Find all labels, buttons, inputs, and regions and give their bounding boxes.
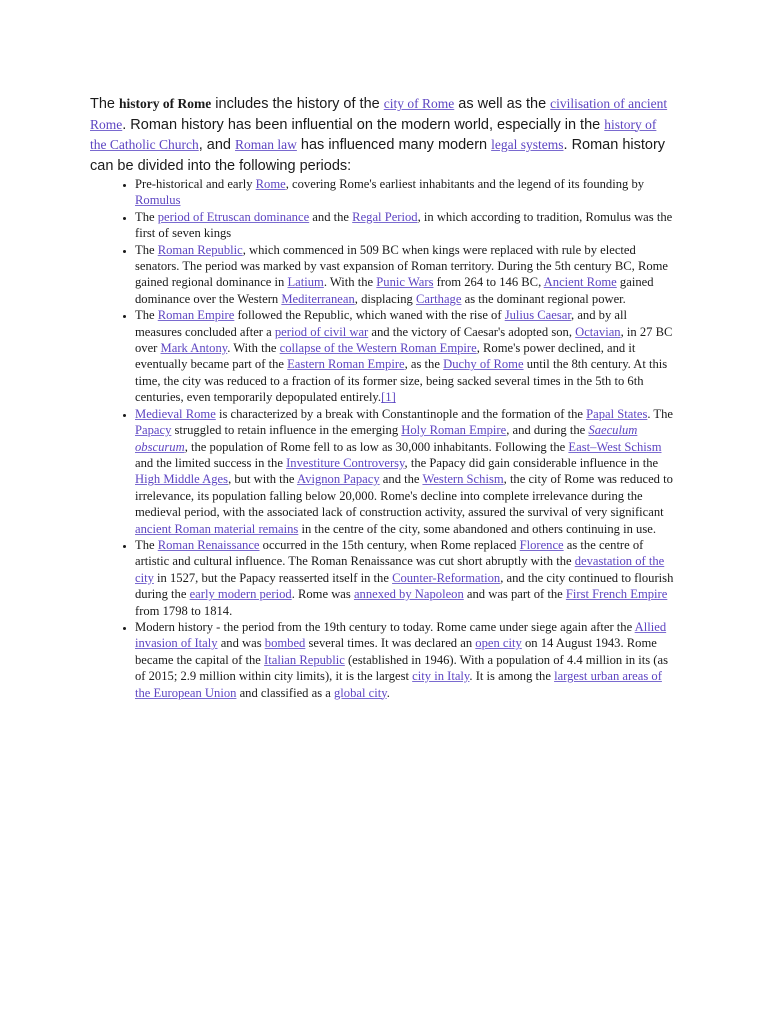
item-text: . Rome was <box>291 587 354 602</box>
item-text: several times. It was declared an <box>305 636 476 651</box>
link-eastern-roman-empire[interactable]: Eastern Roman Empire <box>287 357 405 372</box>
link-city-of-rome[interactable]: city of Rome <box>383 96 455 111</box>
item-text: and was <box>217 636 265 651</box>
periods-list <box>90 176 675 701</box>
item-text: and the <box>309 209 353 224</box>
intro-text: . Roman history can be divided into the following periods: <box>90 137 666 174</box>
item-text: . With the <box>323 275 377 290</box>
link-latium[interactable]: Latium <box>287 275 324 290</box>
link-roman-law[interactable]: Roman law <box>235 137 297 152</box>
intro-text: The <box>90 96 120 112</box>
intro-text: . Roman history has been influential on the modern world, especially in the <box>122 116 605 133</box>
item-text: in 1527, but the Papacy reasserted itself in the <box>153 570 393 585</box>
link-octavian[interactable]: Octavian <box>575 324 621 339</box>
item-text: in the centre of the city, some abandoned and others continuing in use. <box>298 521 656 536</box>
item-text: as the dominant regional power. <box>461 291 626 306</box>
intro-text: has influenced many modern <box>296 137 492 153</box>
link-italian-republic[interactable]: Italian Republic <box>264 652 345 667</box>
item-text: The <box>135 209 158 224</box>
list-item-etruscan-regal <box>135 209 675 242</box>
item-text: is characterized by a break with Constantinople and the formation of the <box>215 406 587 421</box>
intro-paragraph <box>90 94 675 176</box>
list-item-roman-renaissance <box>135 537 675 619</box>
link-allied-invasion-of-italy[interactable]: Allied invasion of Italy <box>135 619 667 651</box>
link-roman-empire[interactable]: Roman Empire <box>157 308 235 323</box>
item-text: . <box>386 685 390 700</box>
item-text: and the limited success in the <box>135 455 287 470</box>
list-item-medieval-rome <box>135 406 675 537</box>
link-bombed[interactable]: bombed <box>264 636 306 651</box>
list-item-early-rome <box>135 176 675 209</box>
item-text: followed the Republic, which waned with the rise of <box>234 308 505 323</box>
link-roman-republic[interactable]: Roman Republic <box>157 242 243 257</box>
item-text: , in 27 BC over <box>135 324 673 356</box>
link-mark-antony[interactable]: Mark Antony <box>160 341 228 356</box>
item-text: , in which according to tradition, Romulus was the first of seven kings <box>135 209 673 241</box>
item-text: , as the <box>404 357 444 372</box>
link-investiture-controversy[interactable]: Investiture Controversy <box>286 455 405 470</box>
intro-text: , and <box>198 137 236 153</box>
item-text: from 264 to 146 BC, <box>433 275 544 290</box>
link-julius-caesar[interactable]: Julius Caesar <box>504 308 572 323</box>
link-rome[interactable]: Rome <box>255 177 286 191</box>
link-devastation-of-the-city[interactable]: devastation of the city <box>135 554 665 585</box>
list-item-roman-empire <box>135 307 675 405</box>
link-global-city[interactable]: global city <box>334 685 387 700</box>
item-text: and the victory of Caesar's adopted son, <box>368 324 576 339</box>
link-medieval-rome[interactable]: Medieval Rome <box>135 406 216 421</box>
item-text: . With the <box>227 341 280 356</box>
link-east-west-schism[interactable]: East–West Schism <box>568 439 662 454</box>
link-papal-states[interactable]: Papal States <box>586 406 648 421</box>
item-text: and the <box>379 472 423 487</box>
link-annexed-by-napoleon[interactable]: annexed by Napoleon <box>353 587 464 602</box>
link-high-middle-ages[interactable]: High Middle Ages <box>135 472 229 487</box>
item-text: Modern history - the period from the 19th century to today. Rome came under siege again after the <box>135 619 635 634</box>
link-legal-systems[interactable]: legal systems <box>491 137 564 152</box>
item-text: The <box>135 242 158 257</box>
link-carthage[interactable]: Carthage <box>415 291 462 306</box>
link-ancient-roman-material-remains[interactable]: ancient Roman material remains <box>135 521 299 536</box>
list-item-roman-republic <box>135 242 675 308</box>
item-text: gained dominance over the Western <box>135 275 654 306</box>
link-punic-wars[interactable]: Punic Wars <box>376 275 434 290</box>
citation-link-1[interactable]: [1] <box>381 390 396 405</box>
item-text: and was part of the <box>463 587 566 602</box>
item-text: . It is among the <box>469 669 555 684</box>
link-saeculum-obscurum[interactable]: Saeculum obscurum <box>135 423 638 454</box>
link-city-in-italy[interactable]: city in Italy <box>412 669 470 684</box>
list-item-modern-history <box>135 619 675 701</box>
article-body <box>90 94 675 701</box>
link-papacy[interactable]: Papacy <box>135 423 172 438</box>
item-text: , Rome's power declined, and it eventually became part of the <box>135 341 636 372</box>
item-text: from 1798 to 1814. <box>135 603 233 618</box>
item-text: , displacing <box>354 291 416 306</box>
link-first-french-empire[interactable]: First French Empire <box>565 587 668 602</box>
item-text: , covering Rome's earliest inhabitants and the legend of its founding by <box>285 177 645 191</box>
item-text: on 14 August 1943. Rome became the capital of the <box>135 636 657 667</box>
item-text: until the 8th century. At this time, the city was reduced to a fraction of its former size, being sacked several times in the 5th to 6th centuries, even temporarily depopulated entirely. <box>135 357 668 405</box>
item-text: , the city of Rome was reduced to irrelevance, its population falling below 20,000. Rome's decline into complete irrelevance during the medieval period, with the associated lack of construction activity, assured the survival of very significant <box>135 472 673 520</box>
link-duchy-of-rome[interactable]: Duchy of Rome <box>443 357 524 372</box>
item-text: . The <box>647 406 674 421</box>
link-period-of-etruscan-dominance[interactable]: period of Etruscan dominance <box>157 209 310 224</box>
link-collapse-of-western-roman-empire[interactable]: collapse of the Western Roman Empire <box>279 341 477 356</box>
item-text: , and during the <box>506 423 589 438</box>
item-text: , and the city continued to flourish during the <box>135 570 674 602</box>
intro-bold-title: history of Rome <box>119 96 212 111</box>
link-regal-period[interactable]: Regal Period <box>352 209 418 224</box>
item-text: Pre-historical and early <box>135 177 256 191</box>
item-text: (established in 1946). With a population of 4.4 million in its (as of 2015; 2.9 million within city limits), it is the largest <box>135 652 668 684</box>
intro-text: includes the history of the <box>211 96 384 112</box>
item-text: as the centre of artistic and cultural influence. The Roman Renaissance was cut short abruptly with the <box>135 537 644 569</box>
link-period-of-civil-war[interactable]: period of civil war <box>274 324 369 339</box>
link-holy-roman-empire[interactable]: Holy Roman Empire <box>401 423 507 438</box>
link-open-city[interactable]: open city <box>475 636 522 651</box>
item-text: occurred in the 15th century, when Rome replaced <box>259 537 520 552</box>
intro-text: as well as the <box>454 96 551 112</box>
item-text: , the population of Rome fell to as low as 30,000 inhabitants. Following the <box>184 439 569 454</box>
item-text: , which commenced in 509 BC when kings were replaced with rule by elected senators. The period was marked by vast expansion of Roman territory. During the 5th century BC, Rome gained regional dominance in <box>135 242 669 290</box>
link-early-modern-period[interactable]: early modern period <box>189 587 292 602</box>
item-text: and classified as a <box>236 685 334 700</box>
link-ancient-rome[interactable]: Ancient Rome <box>543 275 617 290</box>
item-text: The <box>135 537 158 552</box>
link-romulus[interactable]: Romulus <box>135 193 181 208</box>
link-counter-reformation[interactable]: Counter-Reformation <box>392 570 501 585</box>
item-text: , but with the <box>228 472 297 487</box>
link-largest-urban-areas-eu[interactable]: largest urban areas of the European Union <box>135 669 662 700</box>
link-mediterranean[interactable]: Mediterranean <box>281 291 355 306</box>
link-avignon-papacy[interactable]: Avignon Papacy <box>296 472 380 487</box>
link-roman-renaissance[interactable]: Roman Renaissance <box>157 537 260 552</box>
link-civilisation-of-ancient-rome[interactable]: civilisation of ancient Rome <box>90 96 668 132</box>
link-florence[interactable]: Florence <box>519 537 564 552</box>
link-western-schism[interactable]: Western Schism <box>422 472 504 487</box>
item-text: , and by all measures concluded after a <box>135 308 627 339</box>
item-text: The <box>135 308 158 323</box>
item-text: , the Papacy did gain considerable influence in the <box>404 455 659 470</box>
link-history-of-catholic-church[interactable]: history of the Catholic Church <box>90 116 657 152</box>
item-text: struggled to retain influence in the emerging <box>171 423 402 438</box>
